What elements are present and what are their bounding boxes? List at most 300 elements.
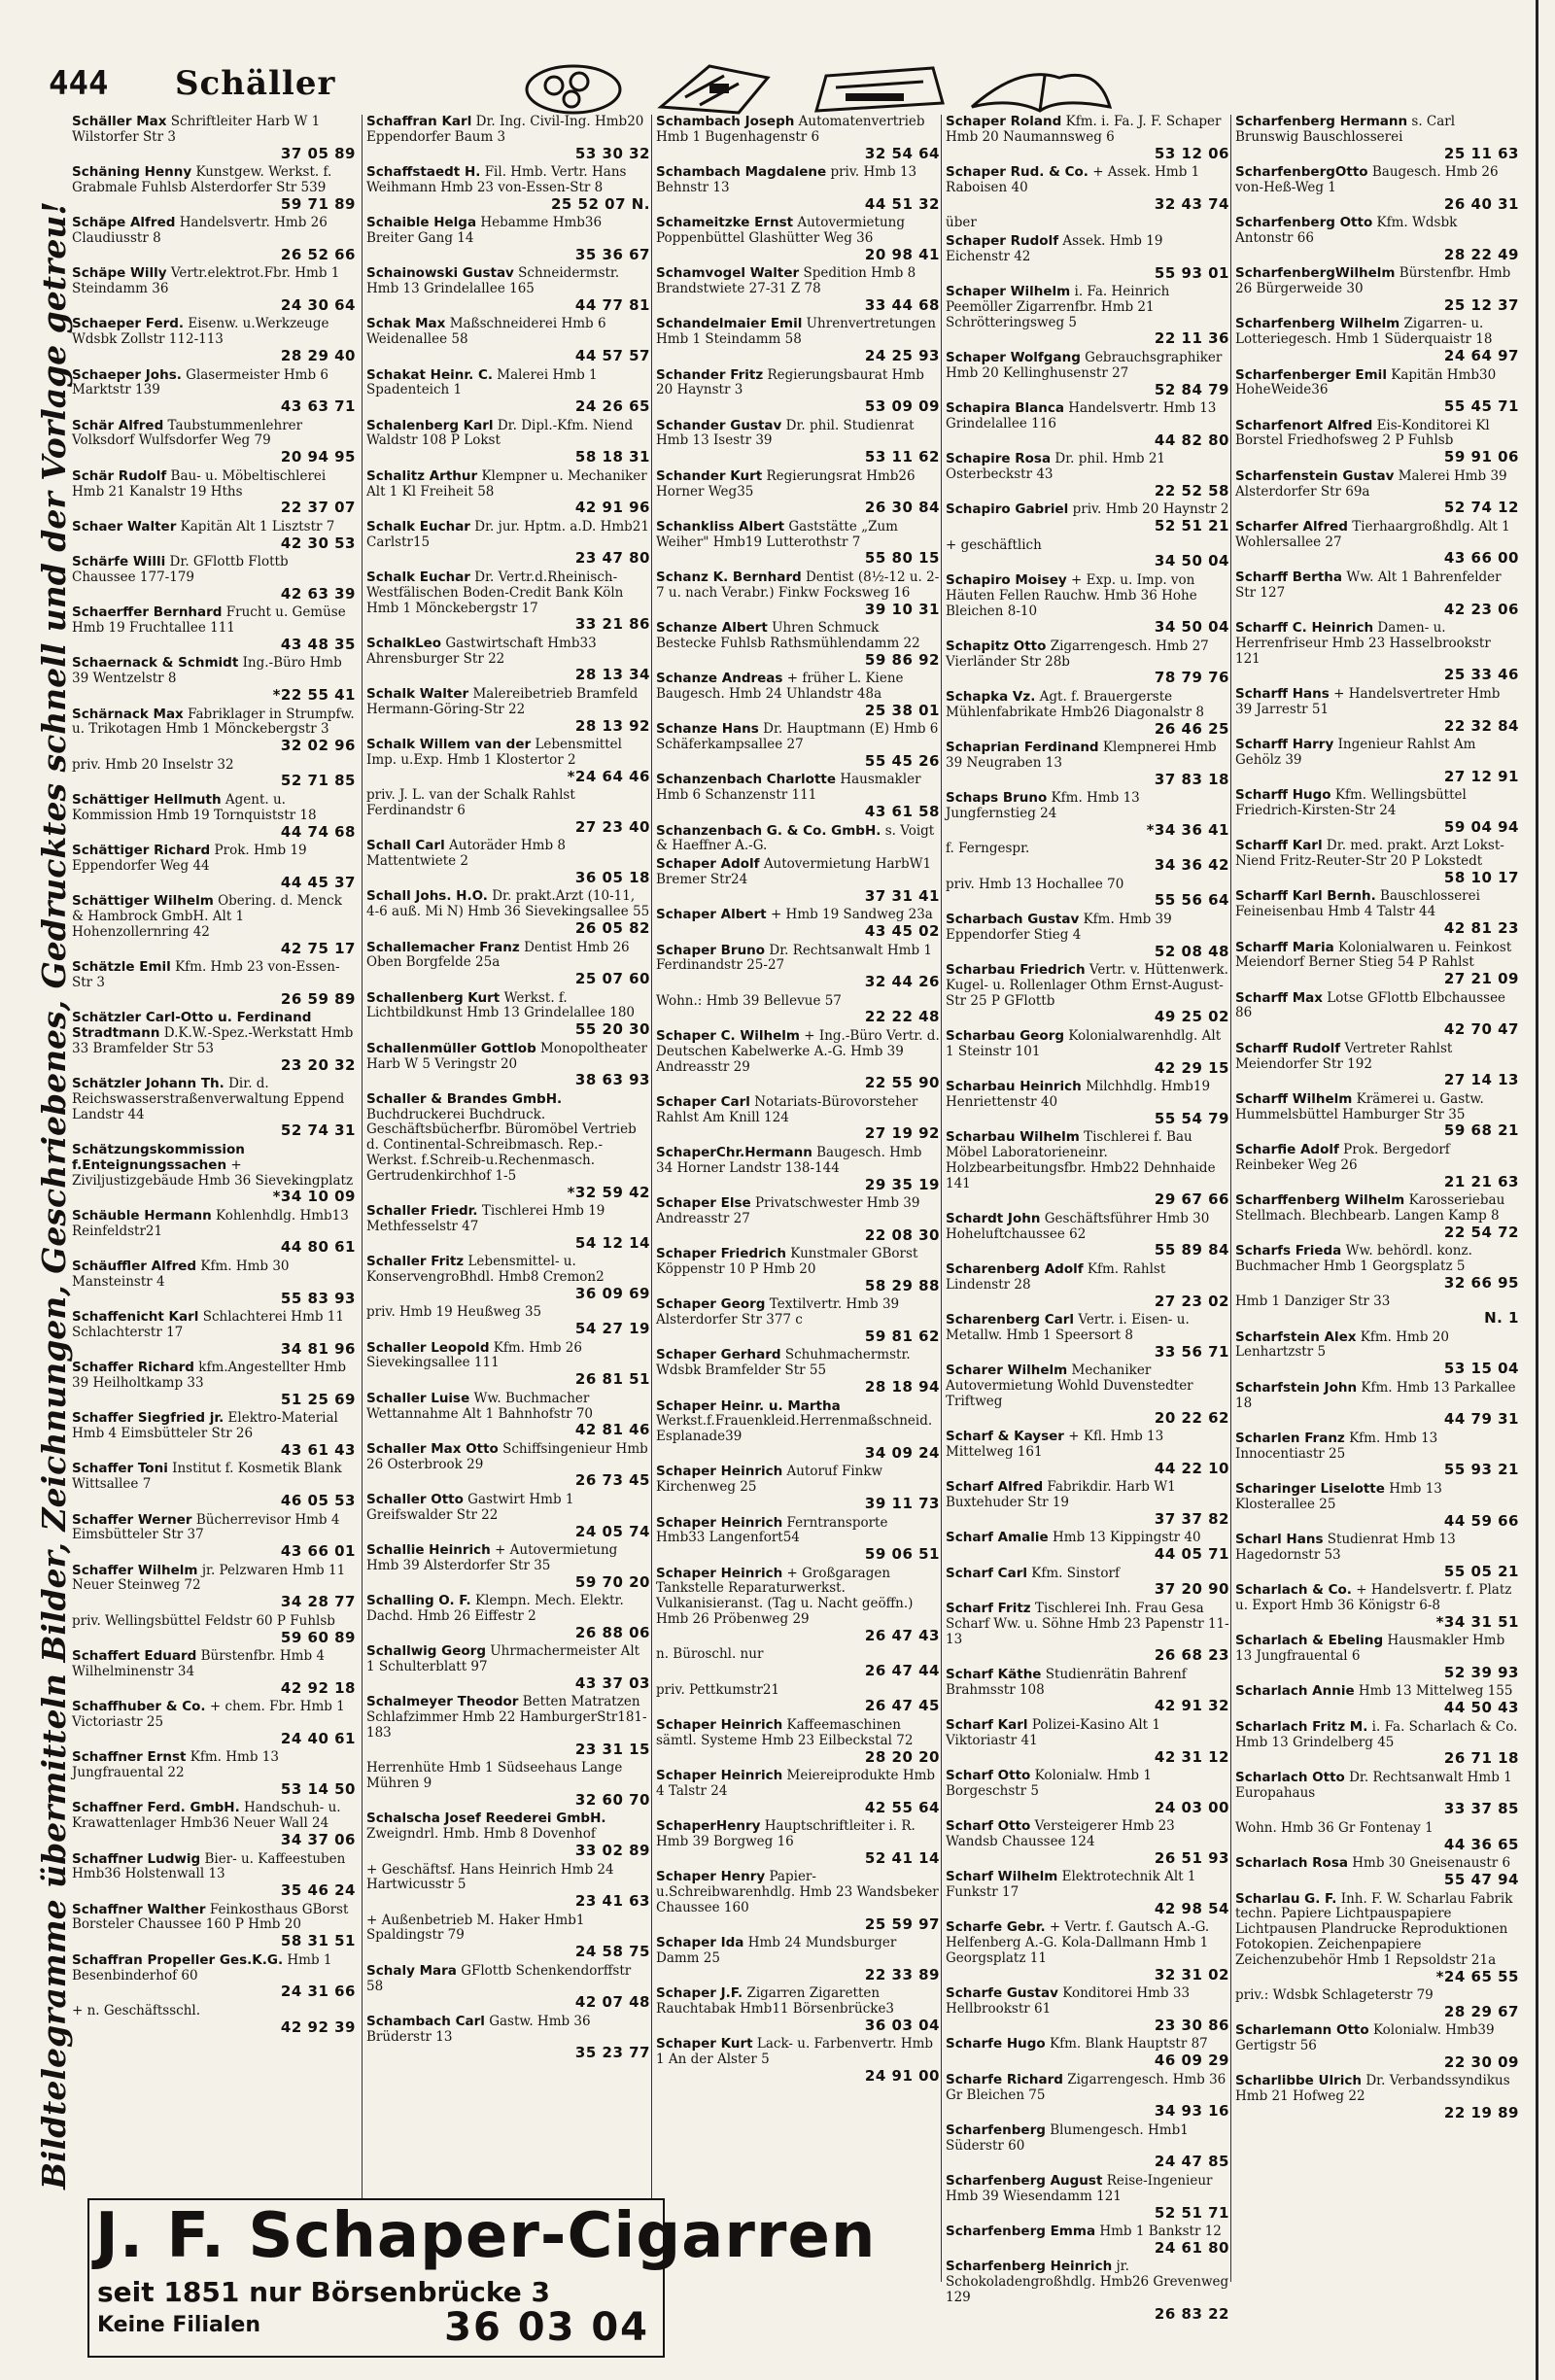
entry-phone: 25 07 60 [574,970,650,988]
directory-entry [1235,368,1519,416]
advert-phone: 36 03 04 [444,2305,649,2350]
directory-entry [946,1531,1229,1563]
entry-phone: 23 20 32 [280,1055,356,1074]
entry-name: Schanze Hans [656,721,759,738]
entry-detail: Studienrat Hmb 13 Hagedornstr 53 [1235,1532,1456,1563]
entry-phone: 42 81 23 [1443,918,1519,937]
directory-entry [1235,1143,1519,1190]
entry-name: Scharfenberg Emma [946,2224,1096,2240]
entry-detail: Betten Matratzen Schlafzimmer Hmb 22 HamburgerStr181-183 [366,1694,647,1741]
entry-phone: 42 91 32 [1154,1697,1229,1715]
entry-phone: 42 70 47 [1443,1020,1519,1039]
entry-phone: 42 98 54 [1154,1899,1229,1917]
column-2 [362,115,650,2282]
entry-phone: *24 64 46 [567,767,650,785]
entry-detail: Handelsvertr. Hmb 13 Grindelallee 116 [946,400,1217,431]
entry-name: Schättiger Richard [72,843,211,859]
entry-name: Schaller & Brandes GmbH. [366,1090,563,1107]
directory-entry [946,2259,1229,2323]
entry-detail: Werkst.f.Frauenkleid.Herrenmaßschneid. Esplanade39 [656,1413,933,1445]
entry-phone: 27 12 91 [1443,767,1519,785]
entry-name: Schaeper Ferd. [72,316,185,332]
entry-name: Scharffenberg Wilhelm [1235,1192,1405,1209]
entry-name: Schaffner Walther [72,1901,206,1917]
entry-detail: Lotse GFlottb Elbchaussee 86 [1235,989,1506,1021]
entry-phone: 26 47 43 [864,1626,940,1644]
entry-phone: 24 31 66 [280,1983,356,2001]
entry-detail: Wohn.: Hmb 39 Bellevue 57 [656,992,842,1009]
directory-entry [656,1769,940,1816]
directory-entry [72,165,356,213]
entry-phone: 26 83 22 [1154,2304,1229,2323]
directory-entry [946,2073,1229,2121]
entry-detail: + Außenbetrieb M. Haker Hmb1 Spaldingstr 79 [366,1912,585,1944]
entry-detail: Gastwirt Hmb 1 Greifswalder Str 22 [366,1491,574,1523]
entry-name: Schanzenbach Charlotte [656,772,837,788]
entry-detail: Kolonialw. Hmb39 Gertigstr 56 [1235,2022,1495,2054]
entry-phone: 53 12 06 [1154,144,1229,162]
directory-entry [72,707,356,755]
entry-detail: Hauptschriftleiter i. R. Hmb 39 Borgweg 16 [656,1818,916,1849]
directory-entry [72,960,356,1008]
entry-phone: 26 51 93 [1154,1848,1229,1867]
directory-entry [366,1493,650,1540]
entry-phone: 22 08 30 [864,1225,940,1244]
directory-entry [366,738,650,785]
entry-detail: Inh. F. W. Scharlau Fabrik techn. Papiere Lichtpauspapiere Lichtpausen Plandrucke Reproduktionen Fotokopien. Zeichenpapiere Zeichenzubehör Hmb 1 Repsoldstr 21a [1235,1890,1513,1968]
entry-phone: 37 20 90 [1154,1580,1229,1599]
right-edge-rule [1536,0,1538,2380]
entry-detail: s. Carl Brunswig Bauschlosserei [1235,114,1456,145]
schaper-cigarren-advert [87,2198,877,2358]
entry-phone: 22 30 09 [1443,2052,1519,2071]
entry-phone: 26 81 51 [574,1370,650,1389]
entry-phone: 49 25 02 [1154,1008,1229,1026]
directory-entry [72,1310,356,1358]
entry-name: Schaprian Ferdinand [946,740,1099,756]
directory-entry [656,773,940,820]
entry-name: Scharlach Fritz M. [1235,1718,1368,1735]
entry-phone: 43 66 01 [280,1542,356,1561]
entry-detail: + Exp. u. Imp. von Häuten Fellen Rauchw. Hmb 36 Hohe Bleichen 8-10 [946,571,1197,619]
entry-phone: 59 70 20 [574,1572,650,1591]
entry-name: Scharfenberg Heinrich [946,2259,1113,2275]
entry-phone: 24 91 00 [864,2066,940,2085]
entry-name: Scharer Wilhelm [946,1362,1068,1379]
entry-detail: Obering. d. Menck & Hambrock GmbH. Alt 1 Hohenzollernring 42 [72,893,342,940]
entry-detail: + Geschäftsf. Hans Heinrich Hmb 24 Hartwicusstr 5 [366,1861,614,1893]
directory-entry [946,1029,1229,1077]
directory-entry [72,555,356,603]
entry-phone: 53 15 04 [1443,1360,1519,1378]
entry-name: Scharfe Gustav [946,1985,1058,2002]
entry-name: Schätzler Johann Th. [72,1076,225,1092]
entry-detail: Uhrenvertretungen Hmb 1 Steindamm 58 [656,316,936,348]
entry-name: Scharfie Adolf [1235,1141,1339,1157]
entry-name: Schalk Walter [366,685,469,702]
directory-entry [656,1247,940,1294]
entry-detail: Autovermietung Poppenbüttel Glashütter Weg 36 [656,215,905,246]
entry-detail: + Kfl. Hmb 13 Mittelweg 161 [946,1429,1164,1460]
entry-phone: 42 81 46 [574,1421,650,1439]
entry-name: Schaper Heinrich [656,1716,783,1733]
directory-entry [946,1986,1229,2034]
entry-name: Scharbau Georg [946,1027,1065,1044]
entry-detail: Malereibetrieb Bramfeld Hermann-Göring-Str 22 [366,685,639,717]
entry-detail: jr. Pelzwaren Hmb 11 Neuer Steinweg 72 [72,1562,346,1594]
entry-name: Schak Max [366,316,446,332]
entry-name: Schaffhuber & Co. [72,1699,206,1715]
entry-detail: Autovermietung HarbW1 Bremer Str24 [656,856,932,887]
entry-phone: 43 61 43 [280,1440,356,1459]
directory-entry [656,1683,940,1715]
entry-name: Schaffer Siegfried jr. [72,1410,225,1427]
entry-phone: 22 37 07 [280,499,356,517]
entry-detail: Kaffeemaschinen sämtl. Systeme Hmb 23 Eilbeckstal 72 [656,1716,914,1748]
entry-phone: 34 50 04 [1154,552,1229,570]
entry-detail: Assek. Hmb 19 Eichenstr 42 [946,233,1163,264]
directory-entry [72,520,356,552]
directory-entry [656,1819,940,1867]
entry-detail: Handelsvertr. Hmb 26 Claudiusstr 8 [72,215,328,246]
directory-entry [72,1411,356,1459]
entry-detail: GFlottb Schenkendorffstr 58 [366,1962,632,1994]
entry-name: Scharf & Kayser [946,1429,1064,1445]
entry-detail: i. Fa. Scharlach & Co. Hmb 13 Grindelberg 45 [1235,1718,1518,1750]
entry-name: Schäller Max [72,114,167,129]
directory-entry [72,793,356,841]
directory-entry [72,894,356,957]
entry-detail: Ww. behördl. konz. Buchmacher Hmb 1 Georgsplatz 5 [1235,1243,1472,1274]
entry-phone: 36 09 69 [574,1284,650,1302]
entry-detail: Dr. Vertr.d.Rheinisch-Westfälischen Boden-Credit Bank Köln Hmb 1 Mönckebergstr 17 [366,569,624,616]
directory-entry [946,791,1229,839]
directory-entry [72,469,356,517]
directory-entry [946,2123,1229,2171]
entry-detail: Polizei-Kasino Alt 1 Viktoriastr 41 [946,1716,1160,1748]
entry-name: Schaffer Richard [72,1360,194,1376]
directory-entry [1235,2074,1519,2121]
directory-entry [946,538,1229,570]
entry-detail: Agent. u. Kommission Hmb 19 Tornquiststr 18 [72,791,317,823]
entry-phone: 34 50 04 [1154,618,1229,637]
entry-name: Scharbau Heinrich [946,1079,1082,1095]
entry-phone: 59 06 51 [864,1545,940,1564]
entry-phone: 55 83 93 [280,1289,356,1307]
entry-name: Schardt John [946,1210,1041,1226]
entry-name: Schaffstaedt H. [366,164,481,181]
entry-detail: priv. Hmb 13 Hochallee 70 [946,876,1124,892]
entry-phone: 24 64 97 [1443,347,1519,364]
entry-phone: 28 22 49 [1443,245,1519,263]
entry-name: Schaernack & Schmidt [72,655,239,672]
entry-name: Scharfe Hugo [946,2036,1046,2052]
entry-detail: Kfm. Hmb 13 Parkallee 18 [1235,1379,1516,1411]
directory-entry [1235,1042,1519,1089]
entry-name: Scharfe Gebr. [946,1919,1046,1936]
entry-name: Schaper Heinrich [656,1565,783,1581]
entry-name: Scharff Hans [1235,685,1330,702]
entry-detail: Hebamme Hmb36 Breiter Gang 14 [366,215,603,246]
entry-phone: 26 71 18 [1443,1749,1519,1768]
entry-phone: 26 47 44 [864,1662,940,1680]
entry-name: Schaper Bruno [656,942,766,958]
entry-detail: Prok. Hmb 19 Eppendorfer Weg 44 [72,843,307,874]
directory-entry [72,1564,356,1611]
directory-entry [656,621,940,669]
directory-entry [946,913,1229,960]
entry-name: Scharlau G. F. [1235,1890,1337,1907]
entry-detail: Institut f. Kosmetik Blank Wittsallee 7 [72,1461,342,1493]
directory-entry [1235,1482,1519,1530]
entry-detail: Kolonialw. Hmb 1 Borgeschstr 5 [946,1768,1152,1799]
entry-name: Schärfe Willi [72,554,166,570]
directory-entry [1235,216,1519,263]
entry-detail: Elektro-Material Hmb 4 Eimsbütteler Str 26 [72,1410,338,1442]
entry-name: Scharfenberg August [946,2172,1103,2189]
entry-phone: 23 41 63 [574,1892,650,1911]
entry-detail: priv. Wellingsbüttel Feldstr 60 P Fuhlsb [72,1612,335,1629]
entry-name: Schaffran Propeller Ges.K.G. [72,1951,284,1968]
directory-entry [72,1750,356,1798]
entry-detail: kfm.Angestellter Hmb 39 Heilholtkamp 33 [72,1360,346,1391]
entry-phone: 28 29 67 [1443,2002,1519,2020]
directory-entry [946,878,1229,910]
directory-entry [366,1644,650,1692]
entry-phone: 38 63 93 [574,1071,650,1089]
entry-detail: Dr. Verbandssyndikus Hmb 21 Hofweg 22 [1235,2073,1510,2105]
entry-name: Schanzenbach G. & Co. GmbH. [656,822,881,839]
entry-detail: Hmb 1 Besenbinderhof 60 [72,1951,332,1983]
entry-detail: Autoruf Finkw Kirchenweg 25 [656,1464,883,1496]
entry-detail: Hmb 1 Bankstr 12 [1099,2224,1222,2240]
entry-detail: Dr. Rechtsanwalt Hmb 1 Ferdinandstr 25-27 [656,942,932,974]
entry-detail: Uhrmachermeister Alt 1 Schulterblatt 97 [366,1643,640,1675]
entry-name: Schaffert Eduard [72,1648,197,1665]
entry-name: Schaffer Toni [72,1461,168,1477]
entry-detail: Geschäftsführer Hmb 30 Hoheluftchaussee 62 [946,1210,1210,1242]
entry-name: Scharfs Frieda [1235,1243,1342,1259]
entry-phone: 55 89 84 [1154,1241,1229,1259]
entry-phone: 43 61 58 [864,802,940,820]
entry-phone: 24 26 65 [574,397,650,416]
entry-name: Scharbach Gustav [946,911,1080,927]
directory-entry [72,2004,356,2036]
entry-phone: 33 02 89 [574,1841,650,1859]
directory-entry [72,1209,356,1257]
entry-detail: Klempn. Mech. Elektr. Dachd. Hmb 26 Eiffestr 2 [366,1593,624,1624]
entry-detail: Zigarrengesch. Hmb 27 Vierländer Str 28b [946,638,1209,670]
entry-phone: 28 29 40 [280,347,356,364]
entry-name: Schaper Rud. & Co. [946,164,1088,181]
directory-entry [656,1936,940,1983]
directory-entry [1235,1771,1519,1818]
entry-phone: 34 09 24 [864,1443,940,1462]
directory-entry [366,2015,650,2062]
entry-name: Schambach Magdalene [656,164,827,181]
entry-phone: 59 04 94 [1443,817,1519,836]
entry-phone: 29 35 19 [864,1175,940,1193]
directory-entry [366,991,650,1039]
entry-name: Schalling O. F. [366,1593,471,1609]
entry-detail: priv.: Wdsbk Schlageterstr 79 [1235,1987,1434,2004]
entry-phone: 28 13 34 [574,666,650,684]
directory-entry [1235,115,1519,162]
directory-entry [366,1442,650,1490]
entry-detail: Klempnerei Hmb 39 Neugraben 13 [946,740,1217,771]
entry-phone: 52 39 93 [1443,1663,1519,1681]
entry-phone: 55 45 26 [864,751,940,770]
directory-entry [366,570,650,634]
entry-detail: n. Büroschl. nur [656,1646,764,1663]
entry-phone: 26 68 23 [1154,1646,1229,1665]
directory-entry [1235,1856,1519,1888]
entry-detail: Regierungsbaurat Hmb 20 Haynstr 3 [656,366,924,398]
entry-phone: 52 71 85 [280,772,356,790]
directory-entry [946,115,1229,162]
entry-name: Schalitz Arthur [366,467,478,484]
directory-entry [1235,687,1519,735]
entry-phone: 26 47 45 [864,1697,940,1715]
directory-entry [366,216,650,263]
entry-phone: 28 18 94 [864,1377,940,1396]
entry-phone: 32 31 02 [1154,1965,1229,1983]
entry-phone: 24 47 85 [1154,2153,1229,2171]
entry-name: Scharf Otto [946,1818,1031,1835]
entry-detail: D.K.W.-Spez.-Werkstatt Hmb 33 Bramfelder Str 53 [72,1024,354,1056]
entry-detail: Studienrätin Bahrenf Brahmsstr 108 [946,1666,1187,1698]
entry-detail: + Handelsvertr. f. Platz u. Export Hmb 36 Königstr 6-8 [1235,1582,1512,1613]
entry-name: Schäuble Hermann [72,1207,212,1224]
entry-detail: Kfm. Sinstorf [1031,1565,1120,1581]
entry-phone: 32 54 64 [864,144,940,162]
directory-entry [946,234,1229,282]
entry-detail: Agt. f. Brauergerste Mühlenfabrikate Hmb26 Diagonalstr 8 [946,688,1204,720]
entry-detail: Bürstenfbr. Hmb 4 Wilhelminenstr 34 [72,1648,325,1679]
entry-detail: Fil. Hmb. Vertr. Hans Weihmann Hmb 23 von-Essen-Str 8 [366,164,627,195]
column-1 [72,115,356,2282]
entry-phone: 27 19 92 [864,1124,940,1143]
entry-phone: 42 92 18 [280,1678,356,1697]
entry-detail: Ingenieur Rahlst Am Gehölz 39 [1235,737,1476,768]
entry-name: Schanze Albert [656,620,768,637]
entry-phone: 44 50 43 [1443,1699,1519,1717]
directory-entry [366,1594,650,1641]
entry-phone: 55 93 01 [1154,263,1229,282]
directory-entry [946,1819,1229,1867]
directory-entry [656,368,940,416]
entry-name: Schaper Ida [656,1935,744,1951]
entry-phone: 44 57 57 [574,347,650,364]
entry-phone: 22 52 58 [1154,481,1229,500]
directory-entry [366,1305,650,1337]
entry-name: Scharff Karl [1235,838,1323,854]
entry-phone: 55 93 21 [1443,1461,1519,1479]
entry-detail: Automatenvertrieb Hmb 1 Bugenhagenstr 6 [656,114,925,145]
entry-detail: Krämerei u. Gastw. Hummelsbüttel Hamburger Str 35 [1235,1090,1484,1122]
spine-slogan: Bildtelegramme übermitteln Bilder, Zeichnungen, Geschriebenes, Gedrucktes schnell und der Vorlage getreu! [35,201,73,2190]
entry-phone: 43 45 02 [864,921,940,940]
entry-name: Schapka Vz. [946,688,1036,705]
directory-entry [366,368,650,416]
directory-entry [946,216,1229,231]
entry-name: Schaper Gerhard [656,1347,781,1363]
directory-entry [72,1361,356,1408]
entry-detail: Hmb 1 Danziger Str 33 [1235,1293,1391,1310]
entry-phone: 51 25 69 [280,1390,356,1408]
entry-detail: Spedition Hmb 8 Brandstwiete 27-31 Z 78 [656,265,916,297]
entry-phone: 25 33 46 [1443,666,1519,684]
entry-phone: 24 61 80 [1154,2238,1229,2257]
entry-detail: Hausmakler Hmb 13 Jungfrauental 6 [1235,1633,1505,1665]
entry-detail: + chem. Fbr. Hmb 1 Victoriastr 25 [72,1699,345,1730]
entry-detail: Feinkosthaus GBorst Borsteler Chaussee 160 P Hmb 20 [72,1901,349,1933]
directory-entry [656,317,940,364]
entry-name: Schätzungskommission f.Enteignungssachen [72,1141,245,1173]
entry-detail: Kfm. Hmb 23 von-Essen-Str 3 [72,959,340,990]
directory-entry [656,165,940,213]
entry-phone: 35 46 24 [280,1881,356,1900]
entry-name: Schaffner Ferd. GmbH. [72,1800,240,1816]
entry-detail: + Handelsvertreter Hmb 39 Jarrestr 51 [1235,685,1501,717]
entry-phone: 52 84 79 [1154,380,1229,398]
entry-detail: Reise-Ingenieur Hmb 39 Wiesendamm 121 [946,2172,1213,2204]
directory-entry [656,1196,940,1244]
directory-entry [366,317,650,364]
entry-phone: 25 12 37 [1443,295,1519,314]
entry-name: Schapire Rosa [946,451,1052,467]
directory-entry [946,1430,1229,1477]
entry-phone: 35 23 77 [574,2044,650,2062]
entry-name: Schalk Willem van der [366,737,532,753]
entry-phone: 37 05 89 [280,144,356,162]
entry-name: Schallenberg Kurt [366,989,501,1006]
directory-entry [366,1543,650,1591]
directory-entry [1235,621,1519,684]
entry-phone: 34 81 96 [280,1339,356,1358]
entry-name: Schäpe Alfred [72,215,176,231]
directory-entry [72,656,356,704]
entry-name: Schaller Luise [366,1390,470,1406]
entry-detail: priv. Pettkumstr21 [656,1681,779,1698]
entry-detail: Ferntransporte Hmb33 Langenfort54 [656,1514,888,1546]
entry-detail: + Hmb 19 Sandweg 23a [770,907,933,923]
directory-entry [72,1259,356,1307]
entry-phone: 34 28 77 [280,1593,356,1611]
entry-detail: Eisenw. u.Werkzeuge Wdsbk Zollstr 112-113 [72,316,329,348]
entry-detail: Schuhmachermstr. Wdsbk Bramfelder Str 55 [656,1347,911,1379]
entry-detail: Milchhdlg. Hmb19 Henriettenstr 40 [946,1079,1211,1110]
directory-entry [656,1146,940,1193]
entry-phone: 44 82 80 [1154,431,1229,449]
entry-detail: Dr. Hauptmann (E) Hmb 6 Schäferkampsallee 27 [656,721,939,753]
entry-phone: 26 73 45 [574,1471,650,1490]
entry-name: Schär Alfred [72,417,164,433]
directory-entry [72,216,356,263]
entry-name: Scharf Otto [946,1768,1031,1784]
entry-name: Scharfenort Alfred [1235,417,1373,433]
directory-entry [656,908,940,940]
entry-phone: 59 91 06 [1443,448,1519,466]
entry-phone: 59 81 62 [864,1327,940,1345]
entry-name: SchalkLeo [366,635,442,651]
entry-phone: 58 31 51 [280,1932,356,1950]
entry-phone: 42 29 15 [1154,1058,1229,1077]
entry-detail: + früher L. Kiene Baugesch. Hmb 24 Uhlandstr 48a [656,671,904,702]
entry-detail: Fabrikdir. Harb W1 Buxtehuder Str 19 [946,1479,1176,1510]
entry-phone: 22 55 90 [864,1074,940,1092]
entry-phone: 33 37 85 [1443,1800,1519,1818]
